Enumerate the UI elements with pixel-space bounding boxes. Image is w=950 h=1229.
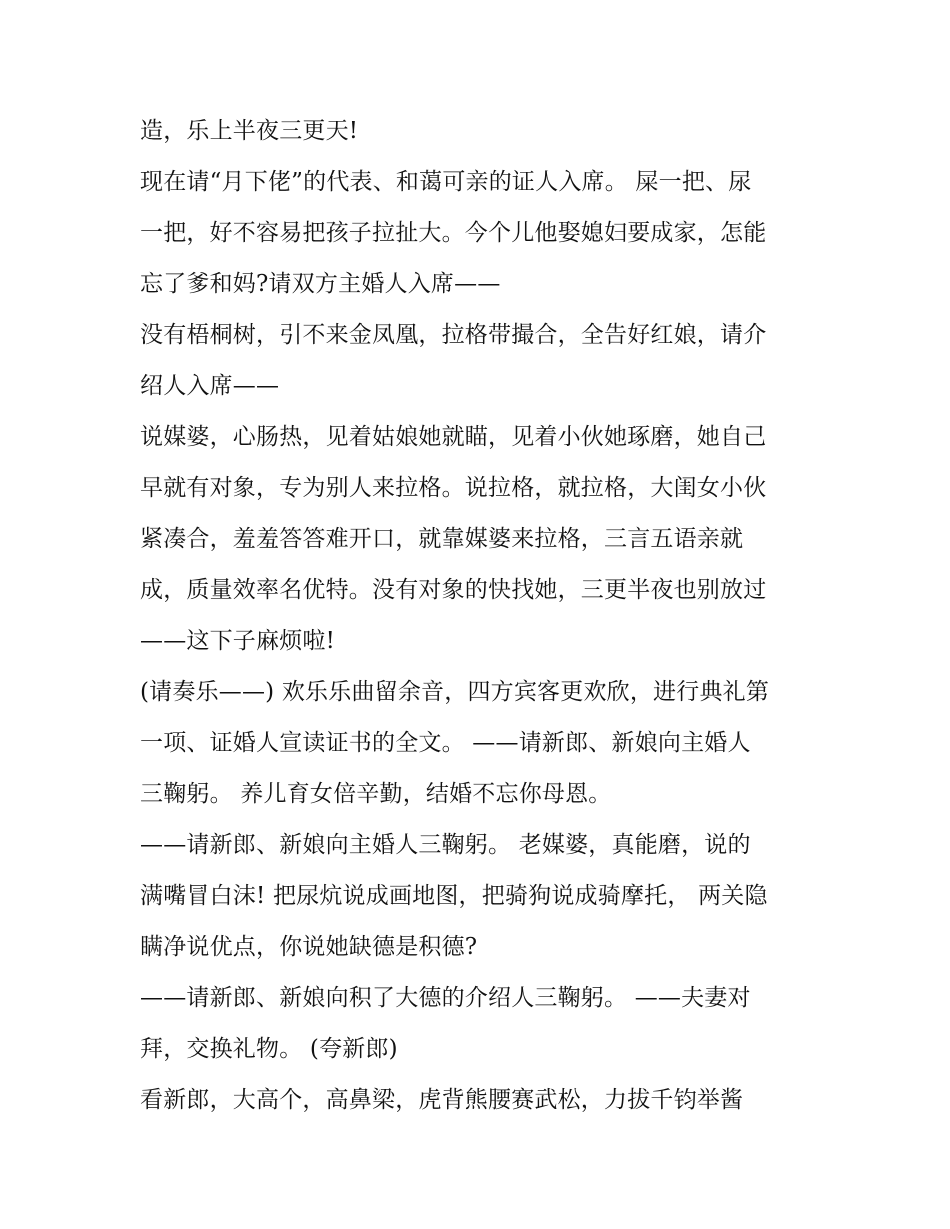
text-line: 现在请“月下佬”的代表、和蔼可亲的证人入席。 屎一把、尿 (140, 169, 752, 195)
text-line: 紧凑合，羞羞答答难开口，就靠媒婆来拉格，三言五语亲就 (140, 526, 744, 552)
text-line: 拜，交换礼物。 (夸新郎) (140, 1036, 398, 1062)
text-line: 满嘴冒白沫! 把尿炕说成画地图，把骑狗说成骑摩托， 两关隐 (140, 883, 768, 909)
text-line: 一项、证婚人宣读证书的全文。 ——请新郎、新娘向主婚人 (140, 730, 751, 756)
document-body (140, 106, 820, 1126)
text-line: ——这下子麻烦啦! (140, 628, 336, 654)
text-line: 忘了爹和妈?请双方主婚人入席—— (140, 271, 501, 297)
text-line: ——请新郎、新娘向主婚人三鞠躬。 老媒婆，真能磨，说的 (140, 832, 751, 858)
text-line: 成，质量效率名优特。没有对象的快找她，三更半夜也别放过 (140, 577, 767, 603)
text-line: 没有梧桐树，引不来金凤凰，拉格带撮合，全告好红娘，请介 (140, 322, 767, 348)
text-line: 瞒净说优点，你说她缺德是积德? (140, 934, 478, 960)
text-line: (请奏乐——) 欢乐乐曲留余音，四方宾客更欢欣，进行典礼第 (140, 679, 770, 705)
text-line: 看新郎，大高个，高鼻梁，虎背熊腰赛武松，力拔千钧举酱 (140, 1087, 744, 1113)
text-line: 造，乐上半夜三更天! (140, 118, 359, 144)
text-line: 绍人入席—— (140, 373, 280, 399)
text-line: 早就有对象，专为别人来拉格。说拉格，就拉格，大闺女小伙 (140, 475, 767, 501)
text-line: 三鞠躬。 养儿育女倍辛勤，结婚不忘你母恩。 (140, 781, 612, 807)
text-line: ——请新郎、新娘向积了大德的介绍人三鞠躬。 ——夫妻对 (140, 985, 751, 1011)
text-line: 一把，好不容易把孩子拉扯大。今个儿他娶媳妇要成家，怎能 (140, 220, 767, 246)
text-line: 说媒婆，心肠热，见着姑娘她就瞄，见着小伙她琢磨，她自己 (140, 424, 767, 450)
